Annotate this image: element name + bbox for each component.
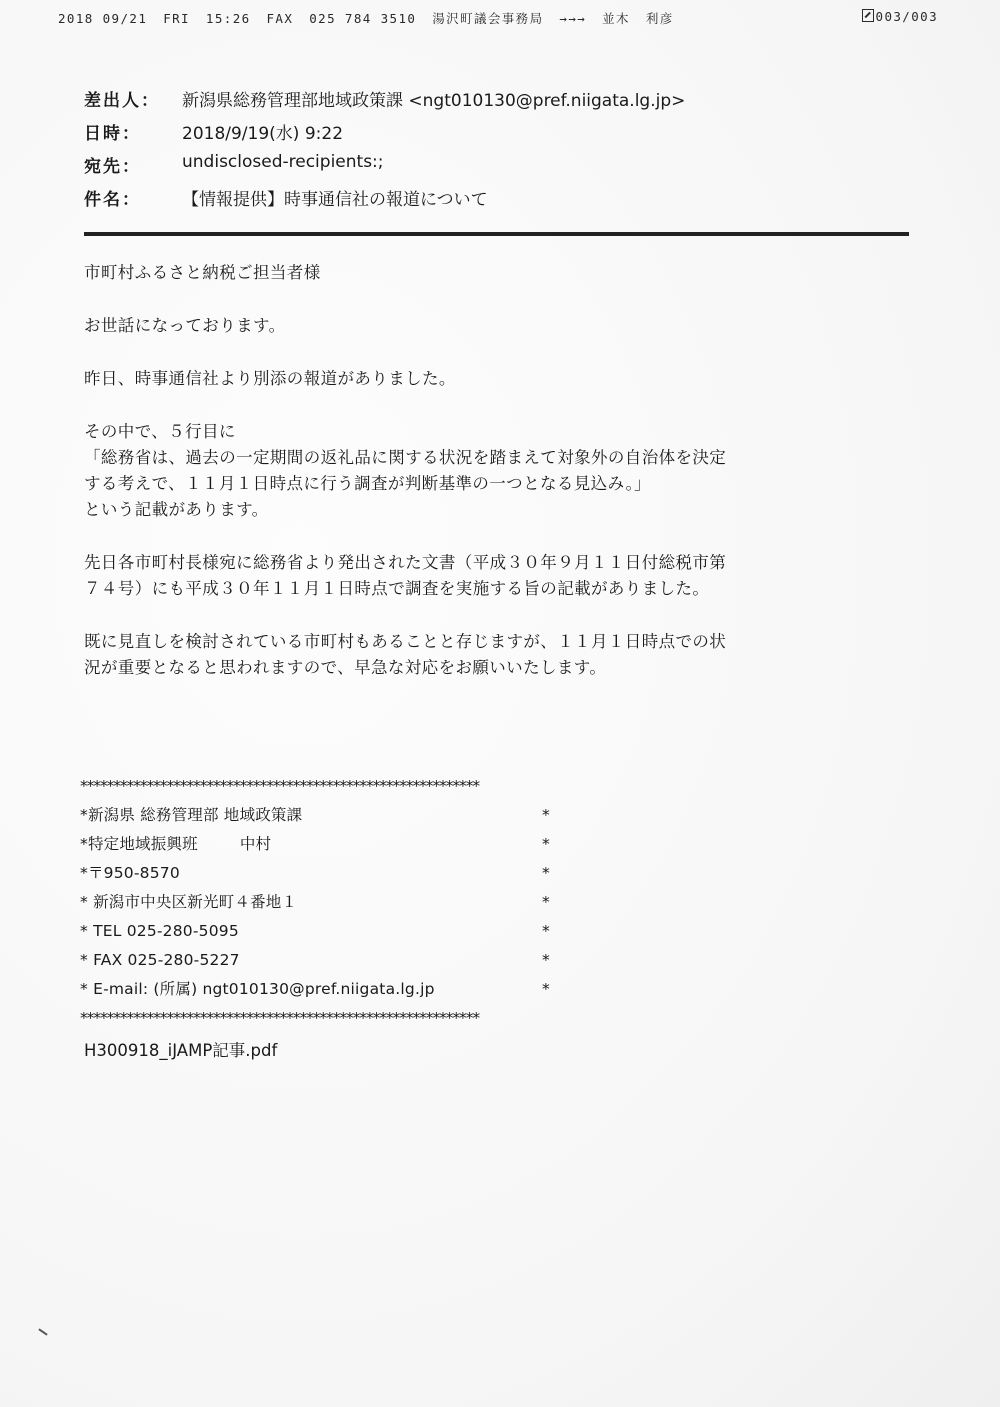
paragraph-2-line-4: という記載があります。 — [84, 500, 269, 519]
signature-tel-text: * TEL 025-280-5095 — [80, 922, 239, 940]
from-label: 差出人： — [84, 91, 160, 111]
signature-dept — [80, 801, 550, 830]
signature-email — [80, 975, 550, 1004]
paragraph-4-line-1: 既に見直しを検討されている市町村もあることと存じますが、１１月１日時点での状 — [84, 632, 727, 651]
signature-end-mark: * — [542, 835, 550, 853]
paragraph-3 — [84, 550, 844, 602]
subject-value: 【情報提供】時事通信社の報道について — [182, 190, 488, 210]
paragraph-2 — [84, 419, 844, 523]
paragraph-1: 昨日、時事通信社より別添の報道がありました。 — [84, 369, 456, 388]
header-divider — [84, 232, 909, 236]
signature-end-mark: * — [542, 922, 550, 940]
email-headers — [84, 86, 924, 218]
date-label: 日時： — [84, 124, 141, 144]
to-value: undisclosed-recipients:; — [182, 152, 384, 172]
fax-recipient-given: 利彦 — [645, 11, 674, 26]
date-value: 2018/9/19(水) 9:22 — [182, 124, 344, 144]
fax-transmission-header — [58, 9, 938, 27]
fax-page-number: 003/003 — [875, 9, 938, 24]
subject-label: 件名： — [84, 190, 141, 210]
signature-end-mark: * — [542, 864, 550, 882]
signature-end-mark: * — [542, 893, 550, 911]
signature-address — [80, 888, 550, 917]
signature-fax — [80, 946, 550, 975]
greeting: お世話になっております。 — [84, 316, 286, 335]
signature-end-mark: * — [542, 806, 550, 824]
signature-dept-text: *新潟県 総務管理部 地域政策課 — [80, 806, 303, 824]
fax-page-count — [862, 9, 938, 24]
paragraph-3-line-2: ７４号）にも平成３０年１１月１日時点で調査を実施する旨の記載がありました。 — [84, 579, 710, 598]
signature-section — [80, 830, 550, 859]
signature-border-top: ************************************************************ — [80, 777, 480, 795]
fax-arrow: →→→ — [559, 11, 587, 26]
email-to-row — [84, 152, 924, 185]
paragraph-2-line-2: 「総務省は、過去の一定期間の返礼品に関する状況を踏まえて対象外の自治体を決定 — [84, 448, 727, 467]
signature-end-mark: * — [542, 980, 550, 998]
from-value: 新潟県総務管理部地域政策課 <ngt010130@pref.niigata.lg.jp> — [182, 91, 686, 111]
signature-email-text: * E-mail: (所属) ngt010130@pref.niigata.lg.jp — [80, 980, 435, 998]
to-label: 宛先： — [84, 157, 141, 177]
paragraph-2-line-1: その中で、５行目に — [84, 422, 236, 441]
fax-header-info — [58, 9, 681, 27]
signature-person-name: 中村 — [239, 835, 272, 853]
scan-speck — [38, 1328, 47, 1335]
email-subject-row — [84, 185, 924, 218]
email-signature — [80, 772, 550, 1033]
fax-time: 15:26 — [205, 11, 251, 26]
salutation: 市町村ふるさと納税ご担当者様 — [84, 263, 321, 282]
fax-number: 025 784 3510 — [309, 11, 417, 26]
signature-postal-text: *〒950-8570 — [80, 864, 180, 882]
paragraph-4-line-2: 況が重要となると思われますので、早急な対応をお願いいたします。 — [84, 658, 607, 677]
fax-sender: 湯沢町議会事務局 — [432, 11, 544, 26]
paragraph-4 — [84, 629, 844, 681]
fax-weekday: FRI — [163, 11, 190, 26]
paragraph-3-line-1: 先日各市町村長様宛に総務省より発出された文書（平成３０年９月１１日付総税市第 — [84, 553, 727, 572]
fax-page-icon — [862, 9, 874, 22]
fax-label: FAX — [266, 11, 294, 26]
email-from-row — [84, 86, 924, 119]
signature-fax-text: * FAX 025-280-5227 — [80, 951, 240, 969]
signature-end-mark: * — [542, 951, 550, 969]
attachment-filename[interactable]: H300918_iJAMP記事.pdf — [84, 1041, 278, 1060]
signature-address-text: * 新潟市中央区新光町４番地１ — [80, 893, 298, 911]
paragraph-2-line-3: する考えで、１１月１日時点に行う調査が判断基準の一つとなる見込み。」 — [84, 474, 652, 493]
email-body — [84, 260, 844, 708]
email-date-row — [84, 119, 924, 152]
fax-recipient-surname: 並木 — [602, 11, 630, 26]
signature-postal — [80, 859, 550, 888]
signature-border-bottom: ************************************************************ — [80, 1009, 480, 1027]
fax-date: 2018 09/21 — [58, 11, 148, 26]
signature-section-text: *特定地域振興班 — [80, 835, 198, 853]
signature-tel — [80, 917, 550, 946]
